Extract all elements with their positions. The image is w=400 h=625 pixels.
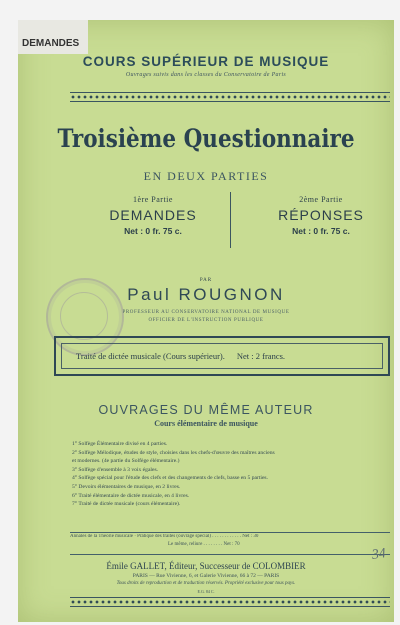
list-item: 6° Traité élémentaire de dictée musicale, en 4 livres. — [72, 492, 190, 499]
advert-line-2: Le même, reliure . . . . . . . . Net : 70 — [168, 542, 240, 547]
works-title: OUVRAGES DU MÊME AUTEUR — [98, 403, 314, 417]
works-subtitle: Cours élémentaire de musique — [154, 419, 258, 428]
part-one — [78, 195, 228, 236]
publisher-address: PARIS — Rue Vivienne, 6, et Galerie Vivienne, 66 à 72 — PARIS — [132, 573, 280, 579]
boxed-notice-price: Net : 2 francs. — [236, 351, 286, 361]
main-title: Troisième Questionnaire — [57, 124, 355, 153]
by-label: PAR — [199, 278, 213, 283]
boxed-notice-text: Traité de dictée musicale (Cours supérieur). — [76, 351, 225, 361]
advert-line-1: Annales de la Théorie musicale · Pratique des traités (ouvrage spécial) . . . . . . . . . . . . Net : 30 — [70, 534, 259, 539]
author-affiliation-2: OFFICIER DE L'INSTRUCTION PUBLIQUE — [148, 318, 264, 323]
works-list — [72, 440, 390, 509]
divider-line — [70, 532, 390, 533]
handwritten-note: 34 — [370, 546, 387, 563]
parts-divider — [230, 192, 231, 248]
publisher-name: Émile GALLET, Éditeur, Successeur de COLOMBIER — [106, 561, 306, 571]
part-one-number: 1ère Partie — [133, 195, 173, 204]
series-subtitle: Ouvrages suivis dans les classes du Conservatoire de Paris — [125, 72, 287, 78]
tab-label: DEMANDES — [18, 20, 88, 54]
part-two-name: RÉPONSES — [278, 207, 364, 223]
part-one-price: Net : 0 fr. 75 c. — [124, 226, 182, 236]
author-affiliation-1: PROFESSEUR AU CONSERVATOIRE NATIONAL DE MUSIQUE — [122, 310, 290, 315]
boxed-notice — [54, 336, 390, 376]
dotted-band-bottom — [70, 597, 390, 607]
list-item: 2° Solfège Mélodique, études de style, choisies dans les chefs-d'œuvre des maîtres anciens — [72, 449, 275, 456]
part-one-name: DEMANDES — [109, 207, 197, 223]
part-two-number: 2ème Partie — [299, 195, 343, 204]
list-item: et modernes. (4e partie du Solfège élémentaire.) — [72, 458, 180, 465]
part-two-price: Net : 0 fr. 75 c. — [292, 226, 350, 236]
main-subtitle: EN DEUX PARTIES — [143, 169, 269, 183]
list-item: 4° Solfège spécial pour l'étude des clefs et des changements de clefs, basse en 5 parties. — [72, 475, 269, 482]
dotted-band-top — [70, 92, 390, 102]
book-cover — [18, 20, 394, 622]
part-two — [246, 195, 396, 236]
rights-notice: Tous droits de reproduction et de traduction réservés. Propriété exclusive pour tous pays. — [116, 581, 296, 586]
plate-code: E.G. 84 C. — [197, 589, 215, 594]
boxed-notice-inner — [61, 343, 383, 369]
list-item: 7° Traité de dictée musicale (cours élémentaire). — [72, 501, 181, 508]
divider-line — [70, 554, 390, 555]
author-name: Paul ROUGNON — [127, 285, 285, 304]
list-item: 1° Solfège Élémentaire divisé en 4 parties. — [72, 441, 168, 447]
series-title: COURS SUPÉRIEUR DE MUSIQUE — [82, 54, 330, 69]
list-item: 5° Devoirs élémentaires de musique, en 2 livres. — [72, 483, 181, 490]
list-item: 3° Solfège d'ensemble à 3 voix égales. — [72, 466, 159, 473]
